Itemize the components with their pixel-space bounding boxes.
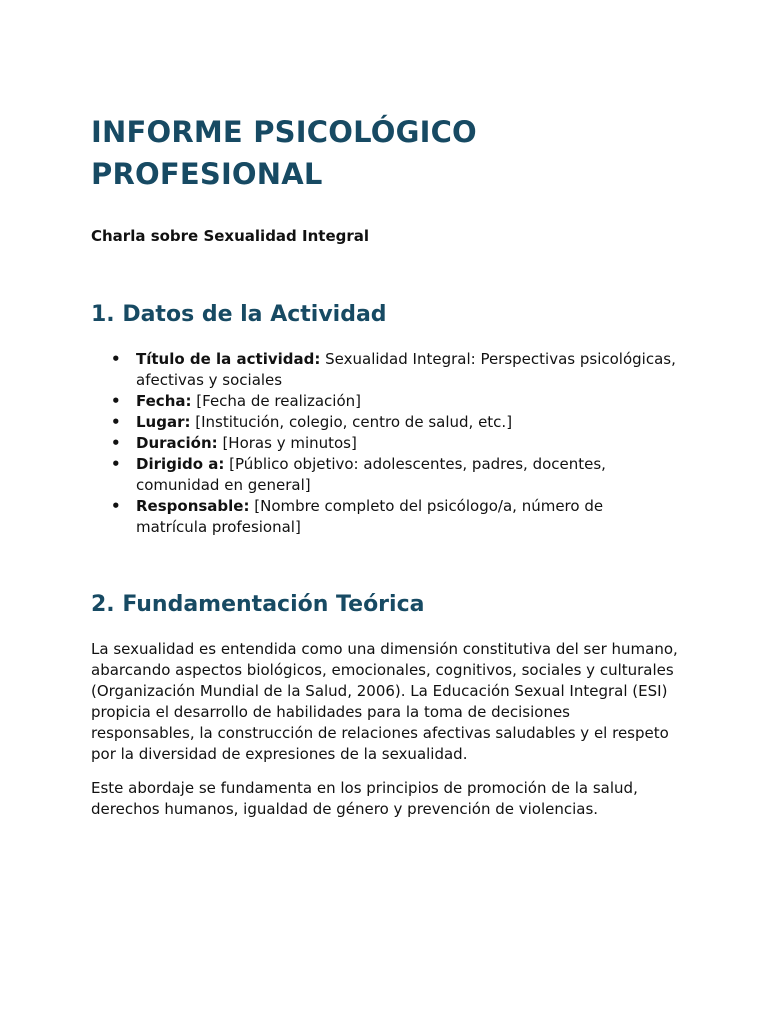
list-item-label: Título de la actividad: bbox=[136, 350, 321, 368]
list-item-label: Fecha: bbox=[136, 392, 192, 410]
list-item-duracion bbox=[111, 433, 678, 454]
bullet-icon: • bbox=[111, 434, 121, 452]
bullet-icon: • bbox=[111, 392, 121, 410]
bullet-icon: • bbox=[111, 455, 121, 473]
section-heading-fundamentacion: 2. Fundamentación Teórica bbox=[91, 592, 425, 617]
list-item-value: [Nombre completo del psicólogo/a, número de matrícula profesional] bbox=[136, 497, 604, 536]
activity-data-list bbox=[91, 349, 678, 538]
list-item-value: [Horas y minutos] bbox=[217, 434, 357, 452]
list-item-titulo bbox=[111, 349, 678, 391]
list-item-label: Responsable: bbox=[136, 497, 250, 515]
section-heading-datos-actividad: 1. Datos de la Actividad bbox=[91, 302, 387, 327]
list-item-value: [Institución, colegio, centro de salud, etc.] bbox=[190, 413, 513, 431]
list-item-lugar bbox=[111, 412, 678, 433]
list-item-label: Lugar: bbox=[136, 413, 191, 431]
bullet-icon: • bbox=[111, 413, 121, 431]
document-subtitle: Charla sobre Sexualidad Integral bbox=[91, 227, 370, 245]
paragraph-sexualidad: La sexualidad es entendida como una dimensión constitutiva del ser humano, abarcando aspectos biológicos, emocionales, cognitivos, sociales y culturales (Organización Mundial de la Salud, 2006). La Educación Sexual Integral (ESI) propicia el desarrollo de habilidades para la toma de decisiones responsables, la construcción de relaciones afectivas saludables y el respeto por la diversidad de expresiones de la sexualidad. bbox=[91, 640, 678, 763]
list-item-value: Sexualidad Integral: Perspectivas psicológicas, afectivas y sociales bbox=[136, 350, 676, 389]
bullet-icon: • bbox=[111, 497, 121, 515]
list-item-responsable bbox=[111, 496, 678, 538]
list-item-dirigido bbox=[111, 454, 678, 496]
list-item-label: Dirigido a: bbox=[136, 455, 225, 473]
paragraph-abordaje: Este abordaje se fundamenta en los principios de promoción de la salud, derechos humanos, igualdad de género y prevención de violencias. bbox=[91, 779, 638, 818]
document-title-line-2: PROFESIONAL bbox=[91, 157, 323, 191]
list-item-label: Duración: bbox=[136, 434, 218, 452]
bullet-icon: • bbox=[111, 350, 121, 368]
list-item-value: [Fecha de realización] bbox=[191, 392, 362, 410]
document-title-line-1: INFORME PSICOLÓGICO bbox=[91, 115, 477, 149]
list-item-fecha bbox=[111, 391, 678, 412]
list-item-value: [Público objetivo: adolescentes, padres, docentes, comunidad en general] bbox=[136, 455, 606, 494]
document-title bbox=[91, 0, 678, 195]
